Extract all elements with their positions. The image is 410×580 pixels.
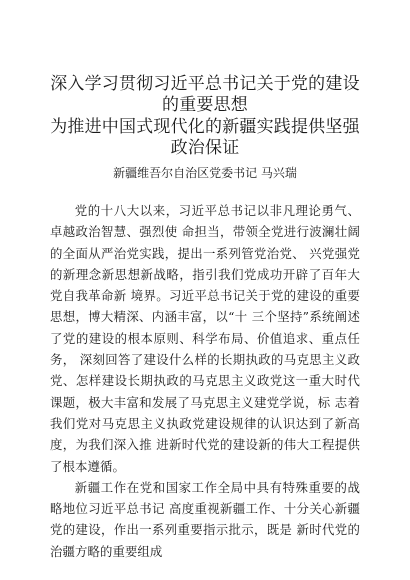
- title-line-1: 深入学习贯彻习近平总书记关于党的建设的重要思想: [50, 74, 360, 115]
- body-text: [50, 200, 360, 562]
- paragraph: 新疆工作在党和国家工作全局中具有特殊重要的战略地位习近平总书记 高度重视新疆工作、十分关心新疆党的建设，作出一系列重要指示批示，既是 新时代党的治疆方略的重要组成: [50, 479, 360, 559]
- paragraph: 党的十八大以来，习近平总书记以非凡理论勇气、卓越政治智慧、强烈使 命担当，带领全党进行波澜壮阔的全面从严治党实践，提出一系列管党治党、 兴党强党的新理念新思想新战略，指引我们党成功开辟了百年大党自我革命新 境界。习近平总书记关于党的建设的重要思想，博大精深、内涵丰富，以“十 三个坚持”系统阐述了党的建设的根本原则、科学布局、价值追求、重点任务， 深刻回答了建设什么样的长期执政的马克思主义政党、怎样建设长期执政的马克思主义政党这一重大时代课题，极大丰富和发展了马克思主义建党学说，标 志着我们党对马克思主义执政党建设规律的认识达到了新高度，为我们深入推 进新时代党的建设新的伟大工程提供了根本遵循。: [50, 203, 360, 474]
- document-subtitle: [50, 117, 360, 159]
- author-byline: 新疆维吾尔自治区党委书记 马兴瑞: [113, 166, 297, 180]
- title-line-2: 为推进中国式现代化的新疆实践提供坚强政治保证: [50, 117, 360, 158]
- document-title: [50, 74, 360, 116]
